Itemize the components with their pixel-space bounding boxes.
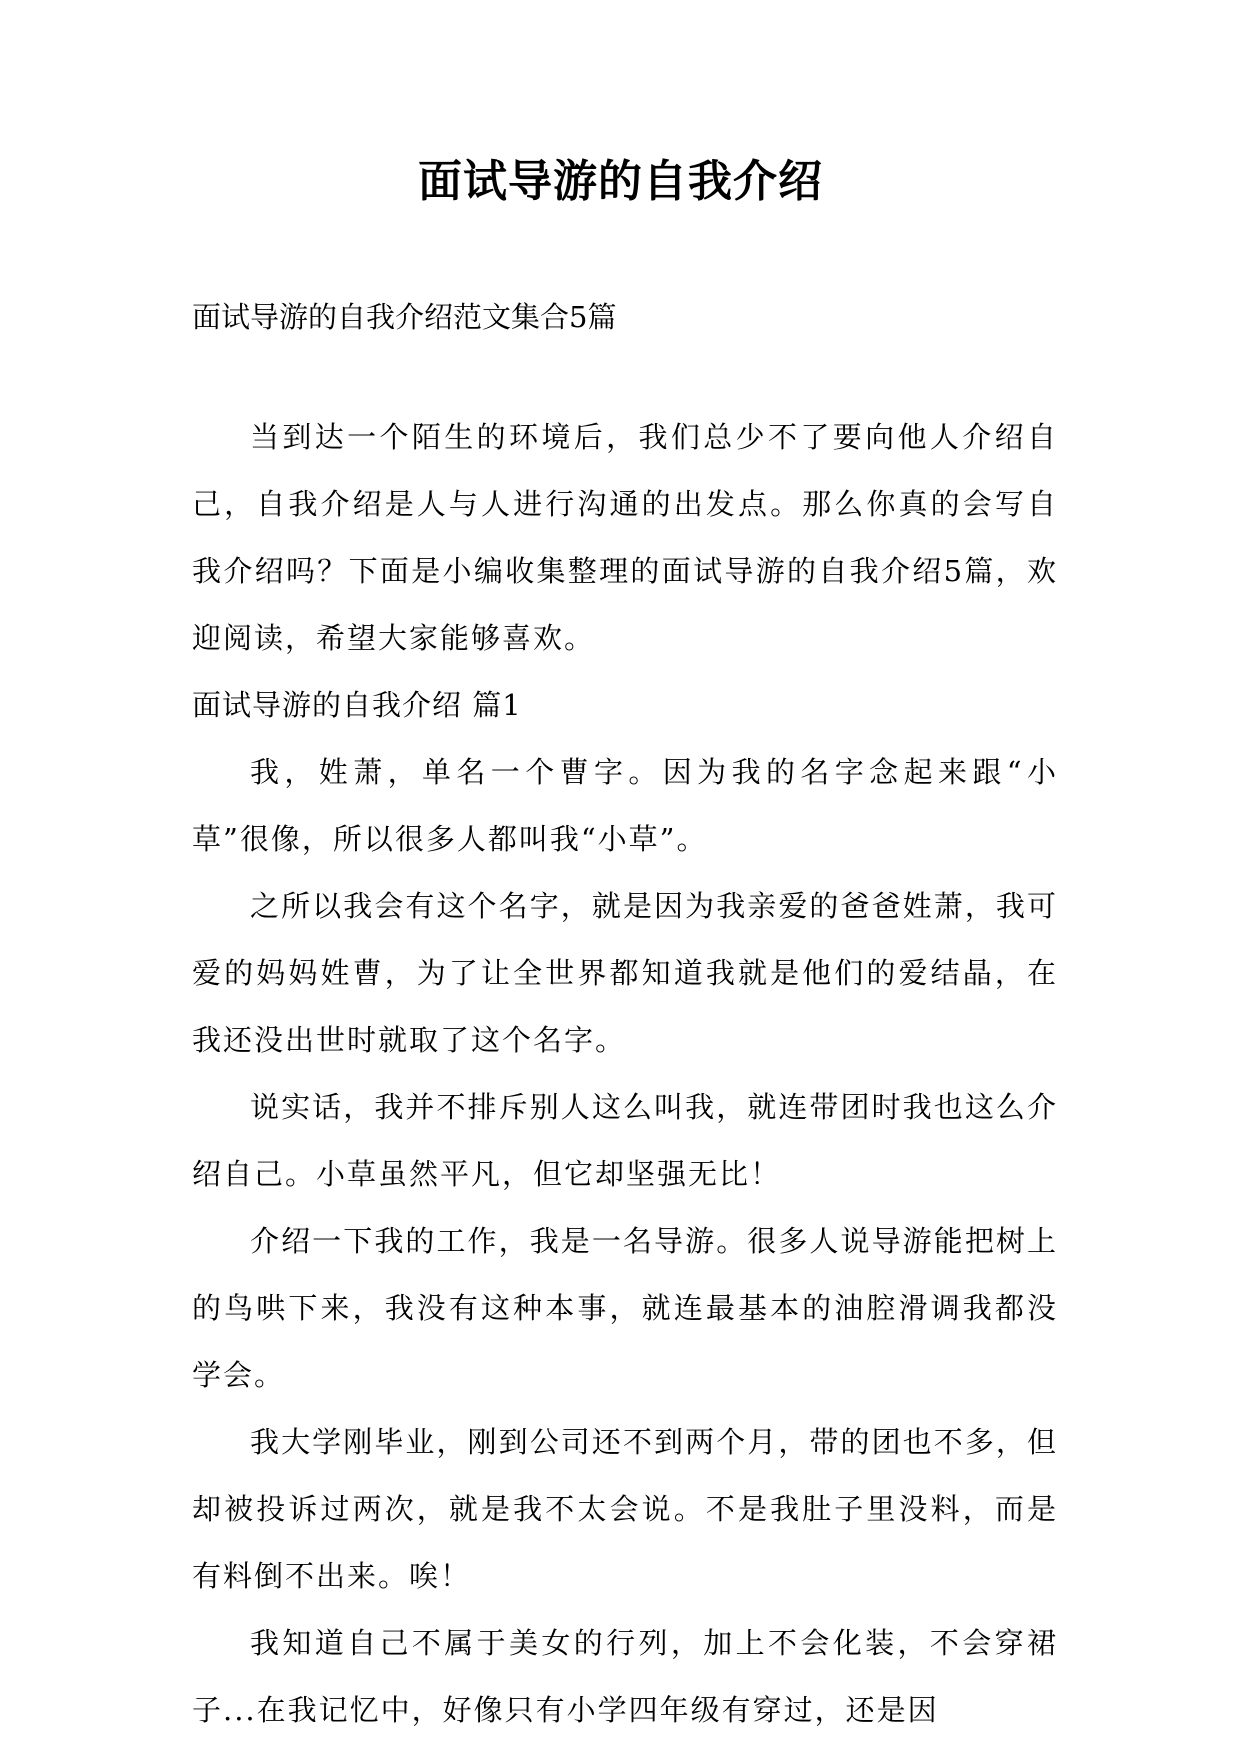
body-paragraph-4: 介绍一下我的工作，我是一名导游。很多人说导游能把树上的鸟哄下来，我没有这种本事，就连最基本的油腔滑调我都没学会。 — [192, 1224, 1058, 1392]
body-paragraph-3: 说实话，我并不排斥别人这么叫我，就连带团时我也这么介绍自己。小草虽然平凡，但它却坚强无比！ — [192, 1090, 1058, 1191]
document-title: 面试导游的自我介绍 — [418, 156, 823, 207]
body-paragraph-2: 之所以我会有这个名字，就是因为我亲爱的爸爸姓萧，我可爱的妈妈姓曹，为了让全世界都知道我就是他们的爱结晶，在我还没出世时就取了这个名字。 — [192, 889, 1058, 1057]
intro-paragraph: 当到达一个陌生的环境后，我们总少不了要向他人介绍自己，自我介绍是人与人进行沟通的出发点。那么你真的会写自我介绍吗？下面是小编收集整理的面试导游的自我介绍5篇，欢迎阅读，希望大家能够喜欢。 — [192, 420, 1058, 655]
body-paragraph-5: 我大学刚毕业，刚到公司还不到两个月，带的团也不多，但却被投诉过两次，就是我不太会说。不是我肚子里没料，而是有料倒不出来。唉！ — [192, 1425, 1058, 1593]
document-body — [192, 404, 1058, 1744]
body-paragraph-6: 我知道自己不属于美女的行列，加上不会化装，不会穿裙子...在我记忆中，好像只有小学四年级有穿过，还是因 — [192, 1626, 1058, 1727]
section-heading: 面试导游的自我介绍 篇1 — [192, 688, 522, 722]
body-paragraph-1: 我，姓萧，单名一个曹字。因为我的名字念起来跟“小草”很像，所以很多人都叫我“小草”。 — [192, 755, 1058, 856]
document-subtitle: 面试导游的自我介绍范文集合5篇 — [192, 300, 617, 334]
